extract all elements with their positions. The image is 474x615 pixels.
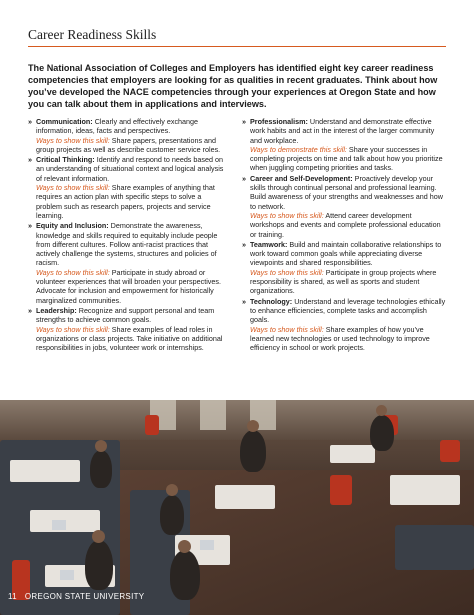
skill-item [28, 155, 228, 220]
photo-laptop [200, 540, 214, 550]
ways-label: Ways to demonstrate this skill: [250, 144, 347, 154]
photo-laptop [60, 570, 74, 580]
skill-item [242, 240, 448, 296]
page-footer [8, 592, 144, 601]
skills-list-left [28, 117, 228, 353]
bullet-icon: » [28, 221, 32, 231]
bullet-icon: » [28, 305, 32, 315]
photo-person-head [95, 440, 107, 452]
ways-text: Share your successes in completing projects on time and talk about how you prioritize when juggling competing priorities and tasks. [250, 144, 443, 173]
photo-chair [145, 415, 159, 435]
page-number: 11 [8, 592, 17, 601]
photo-table [215, 485, 275, 509]
photo-person [160, 495, 184, 535]
skill-name: Critical Thinking: [36, 155, 95, 165]
bullet-icon: » [242, 173, 246, 183]
skill-item [28, 117, 228, 154]
skill-name: Communication: [36, 117, 93, 126]
ways-label: Ways to show this skill: [250, 267, 324, 277]
skill-description: Demonstrate the awareness, knowledge and skills required to equitably include people from different cultures. Follow anti-racist practices that actively challenge the systems, structures and policies of racism. [36, 221, 218, 268]
ways-label: Ways to show this skill: [36, 183, 110, 193]
photo-laptop [52, 520, 66, 530]
skill-item [242, 174, 448, 239]
bullet-icon: » [242, 117, 246, 126]
photo-person-head [247, 420, 259, 432]
photo-person [170, 550, 200, 600]
students-study-area-photo [0, 400, 474, 615]
skill-description: Identify and respond to needs based on an understanding of situational context and logical analysis of relevant information. [36, 155, 224, 183]
ways-text: Share papers, presentations and group projects as well as describe customer service roles. [36, 135, 221, 154]
skill-item [242, 117, 448, 173]
skill-description: Proactively develop your skills through continual personal and professional learning. Build awareness of your strengths and weaknesses and how to network. [250, 173, 443, 211]
ways-text: Participate in group projects where responsibility is shared, as well as sports and student organizations. [250, 267, 437, 296]
skill-description: Build and maintain collaborative relationships to work toward common goals while appreciating diverse viewpoints and shared responsibilities. [250, 239, 442, 268]
skill-item [242, 297, 448, 353]
photo-person [90, 450, 112, 488]
ways-text: Share examples of anything that requires an action plan with specific steps to solve a problem such as research papers, projects and service learning. [36, 183, 215, 220]
photo-person-head [166, 484, 178, 496]
skill-name: Equity and Inclusion: [36, 221, 109, 231]
ways-text: Attend career development workshops and events and complete professional education or training. [250, 210, 441, 239]
photo-person [85, 540, 113, 590]
title-divider [28, 46, 446, 47]
photo-table [330, 445, 375, 463]
ways-label: Ways to show this skill: [36, 135, 110, 145]
photo-window [200, 400, 226, 430]
photo-wall [0, 400, 474, 440]
skill-description: Understand and leverage technologies ethically to enhance efficiencies, complete tasks and accomplish goals. [250, 296, 446, 325]
photo-person-head [178, 540, 191, 553]
ways-label: Ways to show this skill: [250, 324, 324, 334]
page-title: Career Readiness Skills [28, 27, 157, 42]
ways-label: Ways to show this skill: [250, 210, 324, 220]
skill-item [28, 221, 228, 305]
skill-name: Leadership: [36, 305, 77, 315]
photo-chair [440, 440, 460, 462]
skill-name: Teamwork: [250, 239, 288, 249]
photo-person [240, 430, 266, 472]
photo-person-head [376, 405, 387, 416]
skill-name: Professionalism: [250, 117, 308, 126]
photo-person-head [92, 530, 105, 543]
bullet-icon: » [242, 296, 246, 306]
ways-text: Share examples of how you’ve learned new technologies or used technology to improve efficiency in school or work projects. [250, 324, 430, 353]
photo-chair [330, 475, 352, 505]
photo-person [370, 415, 394, 451]
ways-label: Ways to show this skill: [36, 267, 110, 277]
skills-list-right [242, 117, 448, 353]
skill-description: Understand and demonstrate effective work habits and act in the interest of the larger community and workplace. [250, 117, 435, 145]
skill-description: Recognize and support personal and team strengths to achieve common goals. [36, 305, 215, 325]
skill-name: Technology: [250, 296, 293, 306]
ways-label: Ways to show this skill: [36, 324, 110, 334]
skill-description: Clearly and effectively exchange information, ideas, facts and perspectives. [36, 117, 199, 136]
bullet-icon: » [28, 155, 32, 165]
intro-paragraph: The National Association of Colleges and Employers has identified eight key career readiness competencies that employers are looking for as qualities in recent graduates. Think about how you’ve developed the NACE competencies through your experiences at Oregon State and how you can talk about them in applications and interviews. [28, 63, 438, 109]
photo-bench [395, 525, 474, 570]
photo-table [390, 475, 460, 505]
ways-text: Share examples of lead roles in organizations or class projects. Take initiative on additional responsibilities in jobs, volunteer work or internships. [36, 324, 223, 353]
footer-institution: OREGON STATE UNIVERSITY [24, 592, 145, 601]
skill-name: Career and Self-Development: [250, 173, 353, 183]
photo-table [10, 460, 80, 482]
ways-text: Participate in study abroad or volunteer experiences that will broaden your perspectives. Advocate for inclusion and empowerment for historically marginalized communities. [36, 267, 221, 305]
bullet-icon: » [242, 239, 246, 249]
skill-item [28, 306, 228, 352]
bullet-icon: » [28, 117, 32, 126]
